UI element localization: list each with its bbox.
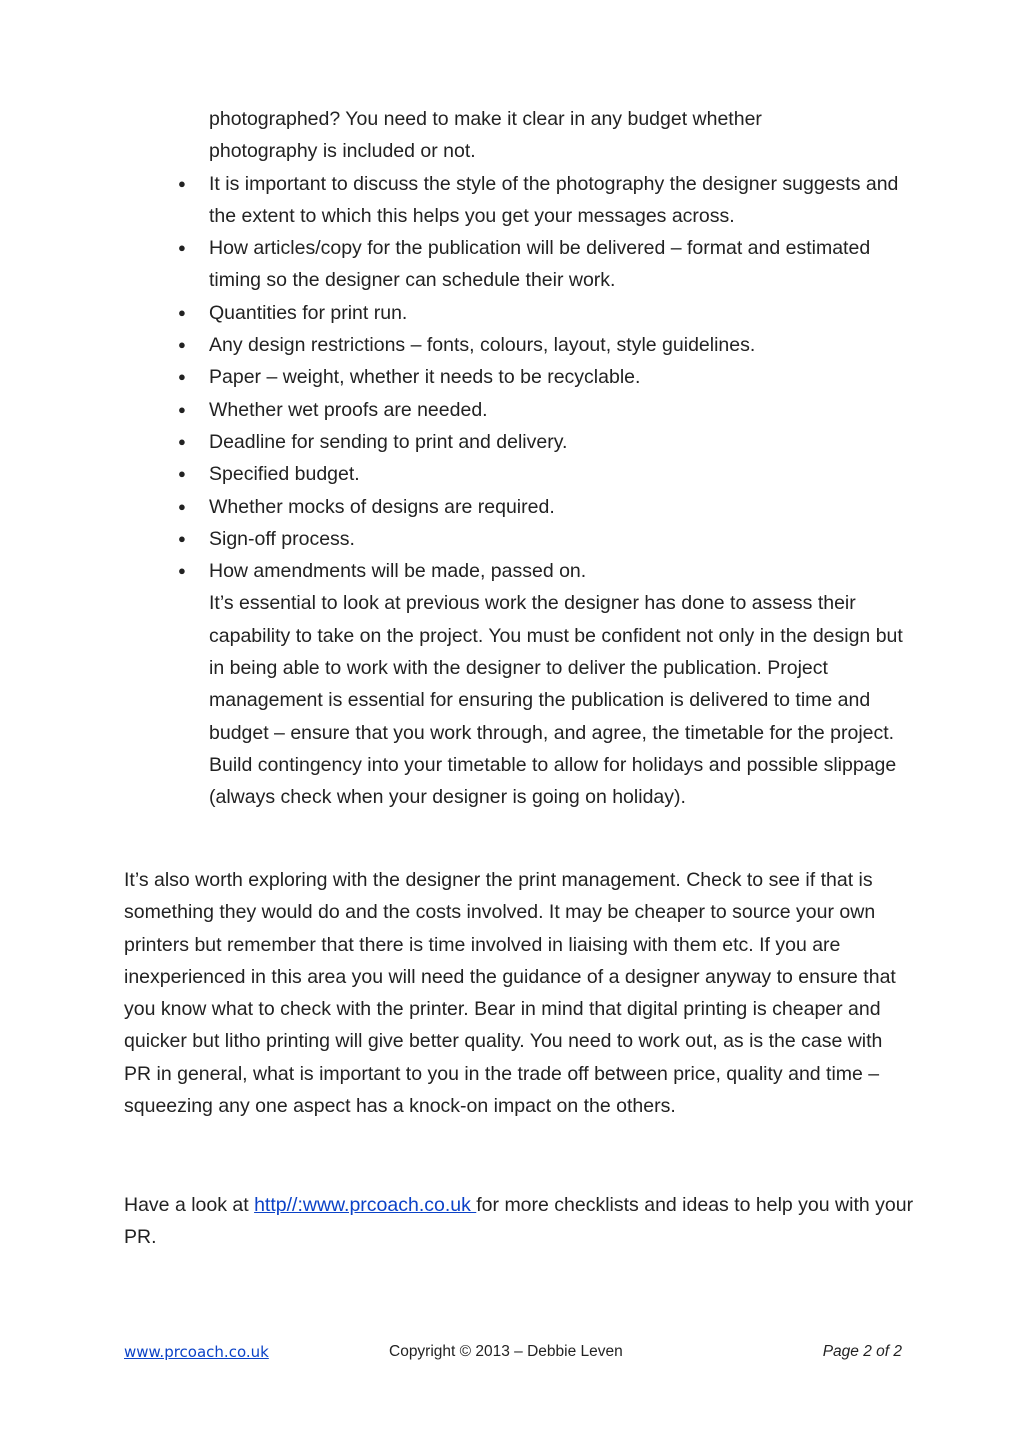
bullet-icon: ● — [178, 563, 186, 579]
list-item — [0, 555, 909, 813]
list-item — [0, 168, 909, 233]
list-item — [0, 394, 909, 426]
closing-paragraph — [124, 1189, 914, 1254]
bullet-icon: ● — [178, 175, 186, 191]
list-item — [0, 523, 909, 555]
page-footer — [0, 1343, 1024, 1369]
list-item-text: Any design restrictions – fonts, colours, layout, style guidelines. — [209, 334, 756, 357]
bullet-icon: ● — [178, 433, 186, 449]
list-item-text: Deadline for sending to print and delivery. — [209, 430, 568, 453]
list-item-text: Paper – weight, whether it needs to be recyclable. — [209, 366, 641, 389]
continuation-line: photographed? You need to make it clear in any budget whether — [209, 108, 762, 130]
list-item-text: Quantities for print run. — [209, 301, 408, 324]
requirements-list — [0, 168, 1024, 814]
list-item — [0, 426, 909, 458]
continuation-line: photography is included or not. — [209, 140, 476, 163]
list-item-text: How amendments will be made, passed on. — [209, 560, 587, 583]
bullet-icon: ● — [178, 369, 186, 385]
list-item — [0, 297, 909, 329]
bullet-continuation-text — [209, 103, 909, 168]
list-item-text: Whether wet proofs are needed. — [209, 398, 488, 421]
list-item — [0, 232, 909, 297]
list-item-text: Specified budget. — [209, 463, 360, 486]
footer-page-number: Page 2 of 2 — [822, 1343, 902, 1360]
bullet-icon: ● — [178, 337, 186, 353]
bullet-icon: ● — [178, 240, 186, 256]
list-item — [0, 491, 909, 523]
list-item-text: How articles/copy for the publication will be delivered – format and estimated timing so the designer can schedule their work. — [209, 237, 871, 292]
print-management-paragraph: It’s also worth exploring with the designer the print management. Check to see if that is something they would do and the costs involved. It may be cheaper to source your own printers but remember that there is time involved in liaising with them etc. If you are inexperienced in this area you will need the guidance of a designer anyway to ensure that you know what to check with the printer. Bear in mind that digital printing is cheaper and quicker but litho printing will give better quality. You need to work out, as is the case with PR in general, what is important to you in the trade off between price, quality and time – squeezing any one aspect has a knock-on impact on the others. — [124, 869, 896, 1118]
list-item — [0, 458, 909, 490]
list-item — [0, 329, 909, 361]
footer-copyright: Copyright © 2013 – Debbie Leven — [389, 1343, 623, 1360]
bullet-icon: ● — [178, 401, 186, 417]
designer-assessment-text: It’s essential to look at previous work the designer has done to assess their capability to take on the project. You must be confident not only in the design but in being able to work with the designer to deliver the publication. Project management is essential for ensuring the publication is delivered to time and budget – ensure that you work through, and agree, the timetable for the project. Build contingency into your timetable to allow for holidays and possible slippage (always check when your designer is going on holiday). — [209, 592, 903, 809]
closing-suffix: for more checklists and ideas to help you with your PR. — [124, 1194, 914, 1249]
closing-prefix: Have a look at — [124, 1194, 255, 1216]
bullet-icon: ● — [178, 530, 186, 546]
bullet-icon: ● — [178, 304, 186, 320]
list-item-text: Sign-off process. — [209, 527, 355, 550]
prcoach-link[interactable]: http//:www.prcoach.co.uk — [254, 1194, 477, 1216]
list-item-text: Whether mocks of designs are required. — [209, 495, 555, 518]
bullet-icon: ● — [178, 466, 186, 482]
list-item-text: It is important to discuss the style of the photography the designer suggests and the extent to which this helps you get your messages across. — [209, 172, 899, 227]
footer-website-link[interactable]: www.prcoach.co.uk — [124, 1343, 269, 1361]
bullet-icon: ● — [178, 498, 186, 514]
list-item — [0, 361, 909, 393]
